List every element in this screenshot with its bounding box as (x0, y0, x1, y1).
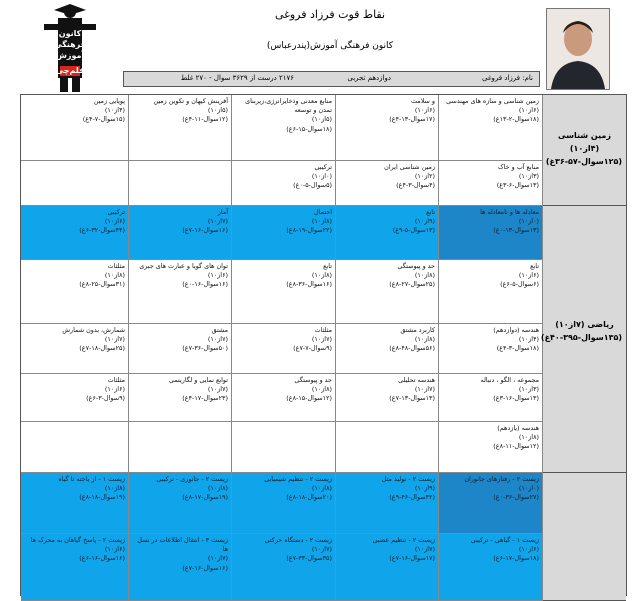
table-cell (21, 206, 129, 260)
topic-name: زمین شناسی ایران (384, 163, 435, 171)
table-cell (129, 206, 232, 260)
topic-score: (۷از۱۰) (104, 335, 125, 344)
topic-score: (۸از۱۰) (311, 271, 332, 280)
logo-line-4: قلم‌چی (55, 66, 85, 75)
table-cell (21, 324, 129, 374)
topic-name: تابع (530, 262, 539, 270)
topic-question-count: (۵۰سوال-۳۶-۷غ) (182, 344, 228, 353)
topic-score: (۶از۱۰) (518, 545, 539, 554)
table-cell (439, 161, 543, 206)
topic-name: زیست ۱ - گیاهی - ترکیبی (470, 536, 539, 544)
topic-name: زیست ۲ - دستگاه حرکتی (264, 536, 332, 544)
topic-question-count: (۱۳سوال-۵-۹غ) (392, 226, 435, 235)
table-cell (439, 374, 543, 422)
topic-question-count: (۱۵سوال-۷-۴غ) (82, 115, 125, 124)
topic-score: (۳از۱۰) (518, 385, 539, 394)
topic-score: (۲از۱۰) (414, 172, 435, 181)
topic-score: (۸از۱۰) (104, 484, 125, 493)
topic-name: زمین شناسی و سازه های مهندسی (446, 97, 539, 105)
topic-score: (۷از۱۰) (311, 545, 332, 554)
topic-question-count: (۱۳سوال-۱۶-۳غ) (493, 394, 539, 403)
topic-name: زیست ۳ - انتقال اطلاعات در نسل ها (137, 536, 228, 554)
table-cell (129, 422, 232, 473)
table-cell (129, 324, 232, 374)
logo-line-3: آموزش (55, 51, 85, 60)
topic-question-count: (۱۶سوال-۱۶-۷غ) (182, 563, 228, 572)
topic-question-count: (۲۵سوال-۱۸-۷غ) (79, 344, 125, 353)
topic-name: مثلثات (107, 262, 125, 270)
topic-name: توابع نمایی و لگاریتمی (169, 376, 228, 384)
topic-name: مجموعه ، الگو ، دنباله (480, 376, 539, 384)
topic-score: (۸از۱۰) (104, 271, 125, 280)
topic-score: (۶از۱۰) (414, 106, 435, 115)
table-cell (439, 95, 543, 161)
topic-name: منابع آب و خاک (497, 163, 539, 171)
table-cell (21, 422, 129, 473)
topic-name: مشتق (211, 326, 228, 334)
topic-question-count: (۱۲سوال-۱۵-۸غ) (286, 394, 332, 403)
topic-score: (۸از۱۰) (414, 335, 435, 344)
table-cell (336, 324, 439, 374)
topic-name: زیست ۲ - تنظیم عصبی (372, 536, 435, 544)
topic-score: (۹از۱۰) (414, 217, 435, 226)
topic-question-count: (۶سوال-۵-۶غ) (500, 280, 539, 289)
table-cell (129, 374, 232, 422)
topic-question-count: (۱۷سوال-۱۳-۴غ) (389, 115, 435, 124)
topic-question-count: (۱۹سوال-۱۸-۸غ) (79, 493, 125, 502)
topic-question-count: (۲۲سوال-۱۹-۸غ) (286, 226, 332, 235)
topic-score: (۳از۱۰) (518, 172, 539, 181)
table-cell (336, 422, 439, 473)
table-cell (21, 534, 129, 601)
table-cell (336, 260, 439, 324)
subject-header: زمین شناسی (۴از۱۰) (۱۲۵سوال-۵۷-۳۶غ) (543, 95, 626, 206)
topic-score: (۷از۱۰) (207, 217, 228, 226)
topic-question-count: (۳۵سوال-۳۳-۷غ) (286, 554, 332, 563)
topic-name: مثلثات (314, 326, 332, 334)
subject-header (543, 473, 626, 601)
table-cell (129, 473, 232, 534)
topic-question-count: (۲۷سوال-۳۶-۰غ) (493, 493, 539, 502)
topic-question-count: (۲۳سوال-۱۷-۴غ) (182, 394, 228, 403)
table-cell (232, 324, 336, 374)
topic-score: (۷از۱۰) (207, 335, 228, 344)
topic-name: احتمال (314, 208, 332, 216)
topic-question-count: (۴سوال-۳-۴غ) (396, 181, 435, 190)
topic-score: (۸از۱۰) (311, 484, 332, 493)
topic-question-count: (۱۷سوال-۱۶-۷غ) (389, 554, 435, 563)
table-cell (232, 374, 336, 422)
table-cell (336, 534, 439, 601)
topic-score: (۶از۱۰) (104, 385, 125, 394)
topic-score: (۴از۱۰) (518, 335, 539, 344)
table-cell (439, 422, 543, 473)
topic-question-count: (۱۶سوال-۱۶-۰غ) (182, 280, 228, 289)
topic-score: (۴از۱۰) (104, 106, 125, 115)
topic-name: زیست ۲ - رفتارهای جانوران (464, 475, 539, 483)
table-cell (21, 374, 129, 422)
topic-question-count: (۱۶سوال-۱۶-۷غ) (182, 226, 228, 235)
topic-question-count: (۹سوال-۳-۶غ) (86, 394, 125, 403)
topic-name: زیست ۲ - تنظیم شیمیایی (264, 475, 332, 483)
topic-score: (۸از۱۰) (518, 433, 539, 442)
table-cell (129, 161, 232, 206)
topic-score: (۵از۱۰) (207, 106, 228, 115)
table-cell (21, 473, 129, 534)
topic-question-count: (۱۳سوال-۶-۳غ) (496, 181, 539, 190)
topic-question-count: (۱۶سوال-۱۶-۶غ) (79, 554, 125, 563)
topic-score: (۰از۱۰) (518, 484, 539, 493)
topic-question-count: (۱۳سوال-۱۳-۰غ) (493, 226, 539, 235)
topic-score: (۷از۱۰) (311, 335, 332, 344)
topic-score: (۹از۱۰) (414, 484, 435, 493)
table-cell (232, 473, 336, 534)
table-cell (336, 473, 439, 534)
logo-line-2: فرهنگی (54, 40, 86, 49)
topic-name: زیست ۱ - از یاخته تا گیاه (58, 475, 125, 483)
topic-score: (۷از۱۰) (414, 545, 435, 554)
student-avatar-icon (547, 9, 609, 89)
topic-question-count: (۱۶سوال-۳۶-۸غ) (286, 280, 332, 289)
table-cell (21, 161, 129, 206)
topic-name: پویایی زمین (93, 97, 125, 105)
table-cell (232, 422, 336, 473)
table-cell (232, 534, 336, 601)
topic-question-count: (۹سوال-۷-۷غ) (293, 344, 332, 353)
topic-question-count: (۱۹سوال-۱۷-۸غ) (182, 493, 228, 502)
table-cell (21, 260, 129, 324)
kanoon-logo (30, 2, 110, 94)
topic-score: (۵از۱۰) (311, 115, 332, 124)
topic-score: (۶از۱۰) (207, 271, 228, 280)
topic-score: (۰از۱۰) (518, 217, 539, 226)
topic-score: (۶از۱۰) (104, 545, 125, 554)
table-cell (336, 95, 439, 161)
topic-score: (۰از۱۰) (311, 172, 332, 181)
topic-score: (۷از۱۰) (207, 385, 228, 394)
topic-name: و سلامت (411, 97, 435, 105)
topic-question-count: (۳۱سوال-۲۵-۸غ) (79, 280, 125, 289)
table-cell (129, 534, 232, 601)
topic-name: آفرینش کیهان و تکوین زمین (153, 97, 228, 105)
topic-name: شمارش، بدون شمارش (62, 326, 125, 334)
topic-question-count: (۱۸سوال-۱۷-۶غ) (493, 554, 539, 563)
topic-score: (۸از۱۰) (311, 385, 332, 394)
topic-question-count: (۱۲سوال-۱۱-۸غ) (493, 442, 539, 451)
topic-question-count: (۴۲سوال-۴۶-۹غ) (389, 493, 435, 502)
topic-score: (۶از۱۰) (518, 271, 539, 280)
topic-question-count: (۵سوال-۵-۰غ) (293, 181, 332, 190)
table-cell (439, 206, 543, 260)
strengths-table (20, 94, 627, 596)
page-title: نقاط قوت فرزاد فروغی (274, 8, 386, 21)
topic-name: کاربرد مشتق (400, 326, 435, 334)
topic-name: تابع (323, 262, 332, 270)
topic-name: حد و پیوستگی (294, 376, 332, 384)
topic-question-count: (۲۰سوال-۱۸-۸غ) (286, 493, 332, 502)
topic-name: حد و پیوستگی (397, 262, 435, 270)
topic-name: زیست ۲ - تولید مثل (381, 475, 435, 483)
logo-line-1: کانون (58, 29, 82, 38)
topic-name: ترکیبی (107, 208, 125, 216)
topic-question-count: (۱۸سوال-۱۵-۶غ) (286, 124, 332, 133)
topic-score: (۸از۱۰) (311, 217, 332, 226)
topic-score: (۶از۱۰) (518, 106, 539, 115)
table-cell (336, 206, 439, 260)
table-cell (336, 374, 439, 422)
table-cell (439, 473, 543, 534)
table-cell (439, 260, 543, 324)
topic-score: (۷از۱۰) (207, 554, 228, 563)
student-name: نام: فرزاد فروغی (482, 74, 533, 82)
table-cell (336, 161, 439, 206)
page-subtitle: کانون فرهنگی آموزش(پندرعباس) (266, 41, 394, 51)
topic-name: زیست ۲ - جانوری - ترکیبی (156, 475, 228, 483)
topic-name: هندسه (یازدهم) (497, 424, 539, 432)
topic-score: (۷از۱۰) (414, 385, 435, 394)
topic-question-count: (۲۵سوال-۲۷-۸غ) (389, 280, 435, 289)
table-cell (232, 161, 336, 206)
topic-question-count: (۱۳سوال-۱۳-۷غ) (389, 394, 435, 403)
topic-name: آمار (217, 208, 228, 216)
subject-header: ریاضی (۷از۱۰) (۱۳۵سوال-۳۹۵-۴۰غ) (543, 206, 626, 473)
topic-question-count: (۱۸سوال-۲-۱۳غ) (493, 115, 539, 124)
topic-score: (۸از۱۰) (414, 271, 435, 280)
student-info-bar (123, 71, 540, 87)
topic-score: (۸از۱۰) (207, 484, 228, 493)
topic-name: معادله ها و نامعادله ها (480, 208, 539, 216)
table-cell (439, 534, 543, 601)
table-cell (21, 95, 129, 161)
topic-name: منابع معدنی وذخایرانرژی،زیربنای تمدن و توسعه (245, 97, 332, 115)
topic-question-count: (۱۲سوال-۱۱-۴غ) (182, 115, 228, 124)
topic-name: ترکیبی (314, 163, 332, 171)
student-stats: ۲۱۷۶ درست از ۳۶۲۹ سوال - ۲۷۰ غلط (180, 74, 294, 82)
topic-question-count: (۵۶سوال-۴۸-۸غ) (389, 344, 435, 353)
table-cell (129, 95, 232, 161)
student-grade: دوازدهم تجربی (347, 74, 391, 82)
topic-name: مثلثات (107, 376, 125, 384)
table-cell (232, 95, 336, 161)
topic-question-count: (۴۴سوال-۳۲-۶غ) (79, 226, 125, 235)
student-photo (546, 8, 610, 90)
topic-question-count: (۱۸سوال-۳-۴غ) (496, 344, 539, 353)
topic-name: زیست ۲ - پاسخ گیاهان به محرک ها (30, 536, 125, 544)
topic-name: تابع (426, 208, 435, 216)
topic-name: توان های گویا و عبارت های جبری (139, 262, 228, 270)
table-cell (232, 206, 336, 260)
topic-score: (۶از۱۰) (104, 217, 125, 226)
table-cell (439, 324, 543, 374)
topic-name: هندسه (دوازدهم) (493, 326, 539, 334)
table-cell (129, 260, 232, 324)
topic-name: هندسه تحلیلی (398, 376, 435, 384)
table-cell (232, 260, 336, 324)
